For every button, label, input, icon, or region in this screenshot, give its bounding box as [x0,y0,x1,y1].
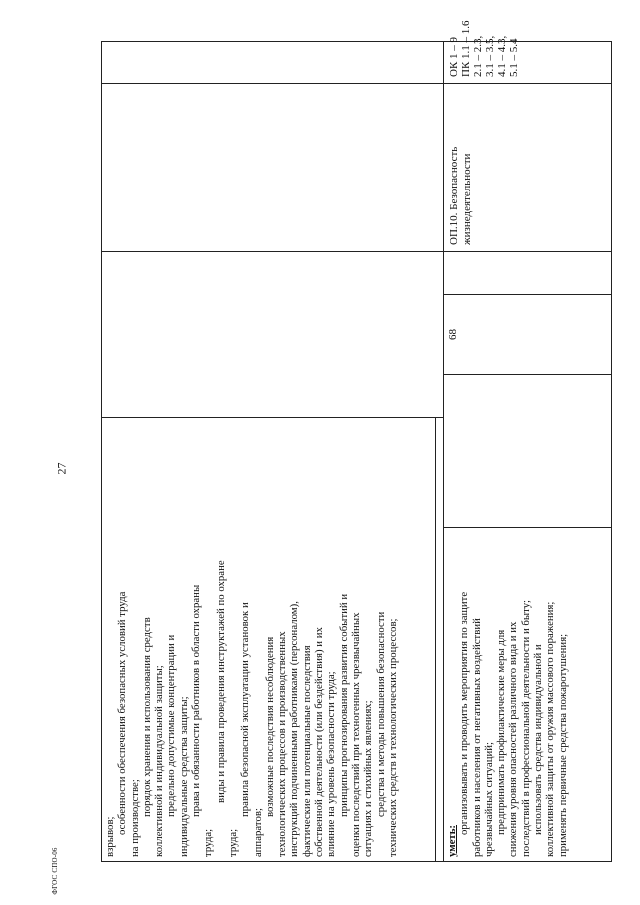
knowledge-line: технических средств и технологических процессов; [386,618,399,857]
skills-lines [458,533,569,857]
knowledge-line: фактические или потенциальные последствия [300,645,313,857]
knowledge-line: оценки последствий при техногенных чрезвычайных [349,612,362,857]
competency-line: ПК 1.1 – 1.6 [460,20,472,77]
skills-text [444,528,569,861]
knowledge-spacer [436,417,444,861]
discipline-line: жизнедеятельности [461,153,473,245]
knowledge-line: правила безопасной эксплуатации установок и [239,602,252,817]
competency-line: ОК 1 – 9 [448,36,460,77]
knowledge-line: коллективной и индивидуальной защиты; [153,665,166,857]
knowledge-line: инструкций подчиненными работниками (персоналом), [288,601,301,857]
knowledge-line: взрывов; [104,816,116,857]
skill-line: чрезвычайных ситуаций; [482,741,495,857]
document-footer: ФГОС СПО-06 [51,847,59,895]
knowledge-cell [102,417,436,861]
competency-line: 2.1 – 2.3, [472,35,484,77]
skills-cell [444,528,612,862]
skill-line: организовывать и проводить мероприятия по защите [458,591,471,835]
page-number: 27 [54,462,69,475]
knowledge-text [102,418,399,861]
skill-line: применять первичные средства пожаротушения; [556,633,569,857]
knowledge-line: индивидуальные средства защиты; [177,696,190,857]
empty-cell-b [444,251,612,294]
skill-line: снижения уровня опасностей различного вида и их [507,621,520,857]
skill-line: последствий в профессиональной деятельности и быту; [519,599,532,857]
competency-cell [102,41,444,83]
discipline-line: ОП.10. Безопасность [448,146,460,245]
knowledge-line: труда; [202,828,215,857]
knowledge-line: собственной деятельности (или бездействия) и их [313,627,326,857]
competency-codes [444,20,524,83]
knowledge-line: технологических процессов и производственных [276,631,289,857]
skill-line: предпринимать профилактические меры для [495,629,508,835]
discipline-name-cell [444,83,612,251]
competency-line: 4.1 – 4.3, [496,35,508,77]
curriculum-table [101,20,612,862]
knowledge-line: возможные последствия несоблюдения [263,636,276,817]
competency-codes-cell [444,20,612,83]
knowledge-line: предельно допустимые концентрации и [165,634,178,817]
knowledge-line: влияние на уровень безопасности труда; [325,671,338,857]
knowledge-line: особенности обеспечения безопасных условий труда [116,591,129,835]
skill-line: работников и населения от негативных воздействий [470,618,483,857]
competency-line: 5.1 – 5.4 [508,38,520,77]
empty-cell-a [444,374,612,527]
hours-cell [102,251,444,417]
skills-heading: уметь: [446,824,458,857]
knowledge-line: виды и правила проведения инструктажей по охране [214,560,227,803]
skill-line: использовать средства индивидуальной и [532,644,545,835]
knowledge-line: ситуациях и стихийных явлениях; [362,700,375,857]
knowledge-line: права и обязанности работников в области охраны [190,584,203,817]
knowledge-line: порядок хранения и использования средств [140,617,153,817]
knowledge-line: аппаратов; [251,808,264,857]
hours-value-cell [444,294,612,374]
skill-line: коллективной защиты от оружия массового поражения; [544,601,557,857]
knowledge-line: средства и методы повышения безопасности [374,611,387,817]
discipline-cell [102,83,444,251]
discipline-name [444,84,478,251]
knowledge-line: труда; [226,828,239,857]
competency-line: 3.1 – 3.5, [484,35,496,77]
hours-value: 68 [447,328,459,340]
rotated-table-container [101,20,611,862]
knowledge-line: принципы прогнозирования развития событий и [337,593,350,817]
knowledge-line: на производстве; [128,779,141,857]
